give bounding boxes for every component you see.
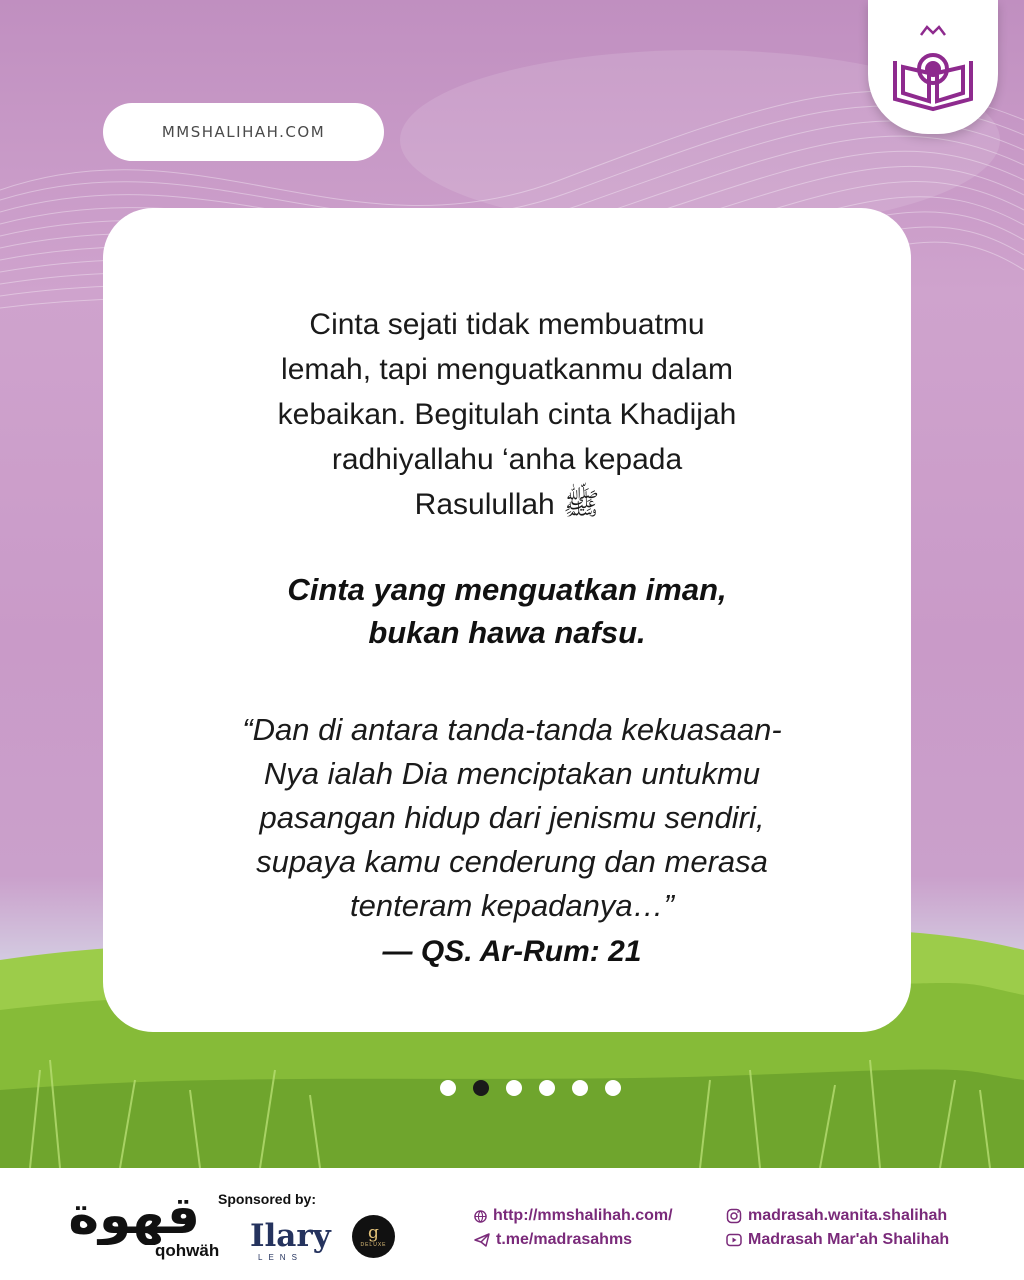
instagram-icon [726,1208,742,1224]
carousel-dot[interactable] [506,1080,522,1096]
carousel-dot[interactable] [605,1080,621,1096]
deluxe-text: DELUXE [360,1242,387,1248]
deluxe-logo [352,1215,395,1258]
site-url-label: MMSHALIHAH.COM [161,123,326,141]
carousel-dot[interactable] [539,1080,555,1096]
madrasah-logo-icon [883,21,983,113]
quote-line: kebaikan. Begitulah cinta Khadijah [277,398,737,431]
verse-line: supaya kamu cenderung dan merasa [256,844,768,879]
qohwah-arabic-text: قهوة [68,1186,200,1245]
verse-reference: — QS. Ar-Rum: 21 [382,935,642,968]
ilary-logo: Ilary [250,1218,331,1254]
instagram-text: madrasah.wanita.shalihah [748,1207,948,1224]
carousel-dot[interactable] [440,1080,456,1096]
instagram-link[interactable] [726,1207,947,1225]
qohwah-latin-text: qohwäh [155,1241,220,1260]
bold-line: bukan hawa nafsu. [368,615,646,650]
verse-line: pasangan hidup dari jenismu sendiri, [259,800,765,835]
carousel-dot-active[interactable] [473,1080,489,1096]
website-text: http://mmshalihah.com/ [493,1207,673,1224]
telegram-text: t.me/madrasahms [496,1231,633,1248]
bold-line: Cinta yang menguatkan iman, [287,572,727,607]
verse-line: “Dan di antara tanda-tanda kekuasaan- [242,712,782,747]
sponsored-label: Sponsored by: [218,1191,317,1207]
bold-statement [155,568,859,654]
deluxe-glyph: g [368,1223,379,1243]
main-quote [155,302,859,527]
ilary-sub-text: LENS [258,1253,303,1262]
telegram-icon [474,1233,490,1247]
globe-icon [474,1210,487,1223]
youtube-icon [726,1233,742,1247]
qohwah-logo [50,1185,225,1245]
youtube-text: Madrasah Mar'ah Shalihah [748,1231,950,1248]
website-link[interactable] [474,1207,673,1225]
quote-line: Cinta sejati tidak membuatmu [309,308,705,341]
telegram-link[interactable] [474,1231,632,1249]
verse-line: tenteram kepadanya…” [350,888,674,923]
verse-line: Nya ialah Dia menciptakan untukmu [263,756,761,791]
youtube-link[interactable] [726,1231,949,1249]
quote-line: radhiyallahu ‘anha kepada [331,443,683,476]
logo-tab [868,0,998,134]
quote-line: lemah, tapi menguatkanmu dalam [281,353,733,386]
carousel-dot[interactable] [572,1080,588,1096]
carousel-dots [440,1080,640,1098]
site-url-pill[interactable] [103,103,384,161]
quote-line: Rasulullah ﷺ [414,488,600,521]
verse-quote [160,708,864,928]
